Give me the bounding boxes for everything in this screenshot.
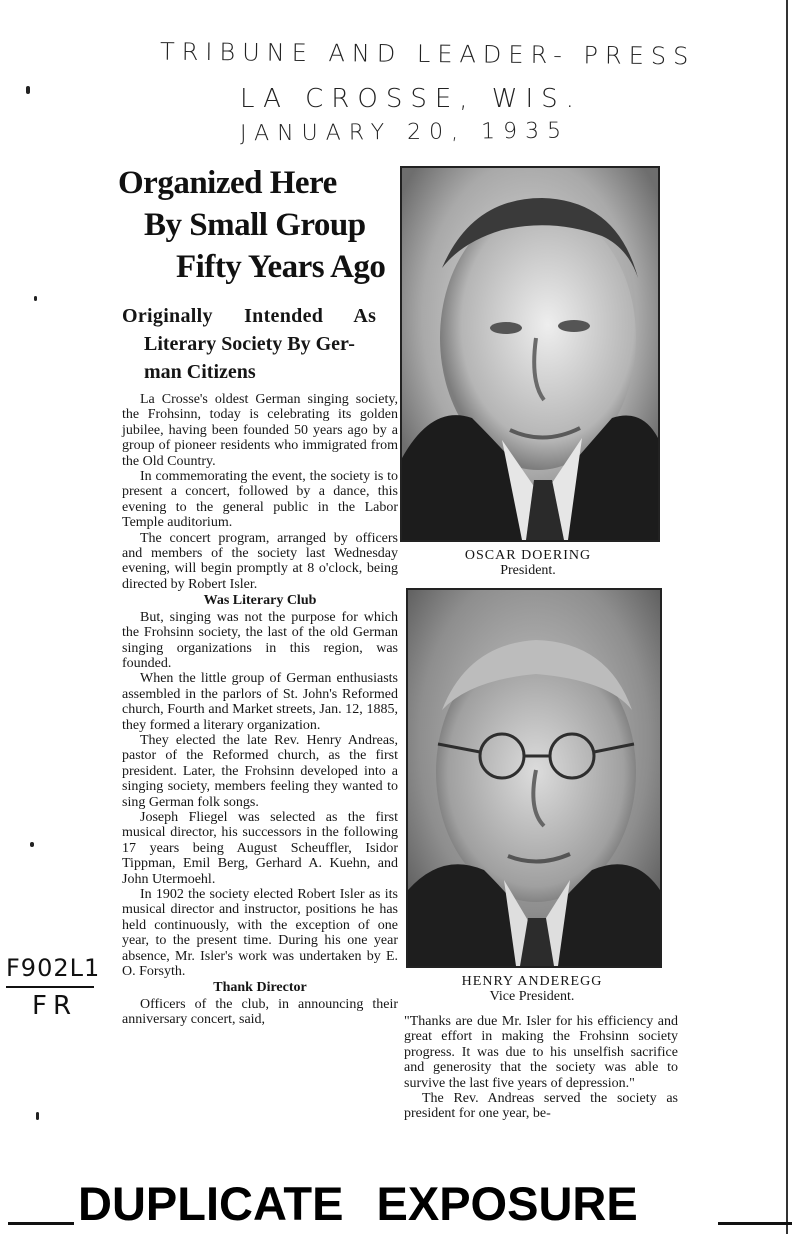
- article-paragraph: In commemorating the event, the society is to present a concert, followed by a dance, this evening to the general public in the Labor Temple auditorium.: [122, 469, 398, 531]
- article-paragraph: In 1902 the society elected Robert Isler as its musical director and instructor, positions he has held continuously, with the exception of one year, to the present time. During his one year absence, Mr. Isler's work was undertaken by E. O. Forsyth.: [122, 887, 398, 980]
- portrait-image: [408, 590, 660, 966]
- caption-title: Vice President.: [489, 989, 575, 1004]
- subheadline-line-2: Literary Society By Ger-: [144, 333, 355, 355]
- portrait-photo-henry-anderegg: [406, 588, 662, 968]
- catalog-mark: [6, 952, 100, 1022]
- handwritten-city: LA CROSSE, WIS.: [240, 84, 582, 114]
- scan-edge: [786, 0, 788, 1234]
- subheadline: [122, 302, 398, 386]
- catalog-suffix: FR: [32, 991, 78, 1021]
- article-column-2: [404, 1014, 678, 1122]
- article-paragraph: Joseph Fliegel was selected as the first musical director, his successors in the following 17 years being August Scheuffler, Isidor Tippman, Emil Berg, Gerhard A. Kuehn, and John Utermoehl.: [122, 809, 398, 887]
- duplicate-exposure-stamp: DUPLICATE EXPOSURE: [78, 1177, 638, 1230]
- headline-line-3: Fifty Years Ago: [176, 249, 386, 285]
- section-heading-literary-club: Was Literary Club: [203, 593, 317, 609]
- scan-speck: [34, 296, 37, 301]
- stamp-rule-left: [8, 1222, 74, 1225]
- article-paragraph: They elected the late Rev. Henry Andreas, pastor of the Reformed church, as the first president. Later, the Frohsinn developed into a singing society, members feeling they wanted to sing German folk songs.: [122, 732, 398, 810]
- article-paragraph: But, singing was not the purpose for which the Frohsinn society, the last of the old German singing organizations in this region, was founded.: [122, 609, 398, 671]
- caption-henry-anderegg: [414, 974, 650, 1004]
- catalog-code: F902L1: [6, 954, 101, 982]
- article-paragraph: "Thanks are due Mr. Isler for his efficiency and great effort in making the Frohsinn society progress. It was due to his unselfish sacrifice and generosity that the society was able to survive the last five years of depression.": [404, 1014, 678, 1091]
- scan-speck: [36, 1112, 39, 1120]
- handwritten-date: JANUARY 20, 1935: [239, 118, 570, 147]
- headline-line-2: By Small Group: [144, 207, 366, 243]
- caption-name: OSCAR DOERING: [464, 548, 592, 563]
- headline-line-1: Organized Here: [118, 165, 337, 201]
- handwritten-source: TRIBUNE AND LEADER- PRESS: [159, 37, 696, 71]
- subheadline-line-3: man Citizens: [144, 361, 256, 383]
- caption-title: President.: [500, 563, 556, 578]
- portrait-photo-oscar-doering: [400, 166, 660, 542]
- stamp-rule-right: [718, 1222, 792, 1225]
- article-paragraph: Officers of the club, in announcing their anniversary concert, said,: [122, 996, 398, 1028]
- catalog-divider: [6, 986, 94, 988]
- article-paragraph: La Crosse's oldest German singing society, the Frohsinn, today is celebrating its golden jubilee, having been founded 50 years ago by a group of pioneer residents who immigrated from the Old Country.: [122, 392, 398, 469]
- article-paragraph: The Rev. Andreas served the society as president for one year, be-: [404, 1091, 678, 1122]
- caption-name: HENRY ANDEREGG: [461, 974, 603, 989]
- section-heading-thank-director: Thank Director: [213, 980, 307, 996]
- scan-speck: [26, 86, 30, 94]
- portrait-image: [402, 168, 658, 540]
- article-paragraph: The concert program, arranged by officers and members of the society last Wednesday evening, will begin promptly at 8 o'clock, being directed by Robert Isler.: [122, 530, 398, 592]
- article-column-1: [122, 392, 398, 1028]
- subheadline-line-1: Originally Intended As: [122, 305, 377, 327]
- article-paragraph: When the little group of German enthusiasts assembled in the parlors of St. John's Reformed church, Fourth and Market streets, Jan. 12, 1885, they formed a literary organization.: [122, 671, 398, 733]
- caption-oscar-doering: [410, 548, 646, 578]
- headline: [118, 162, 400, 288]
- scan-speck: [30, 842, 34, 847]
